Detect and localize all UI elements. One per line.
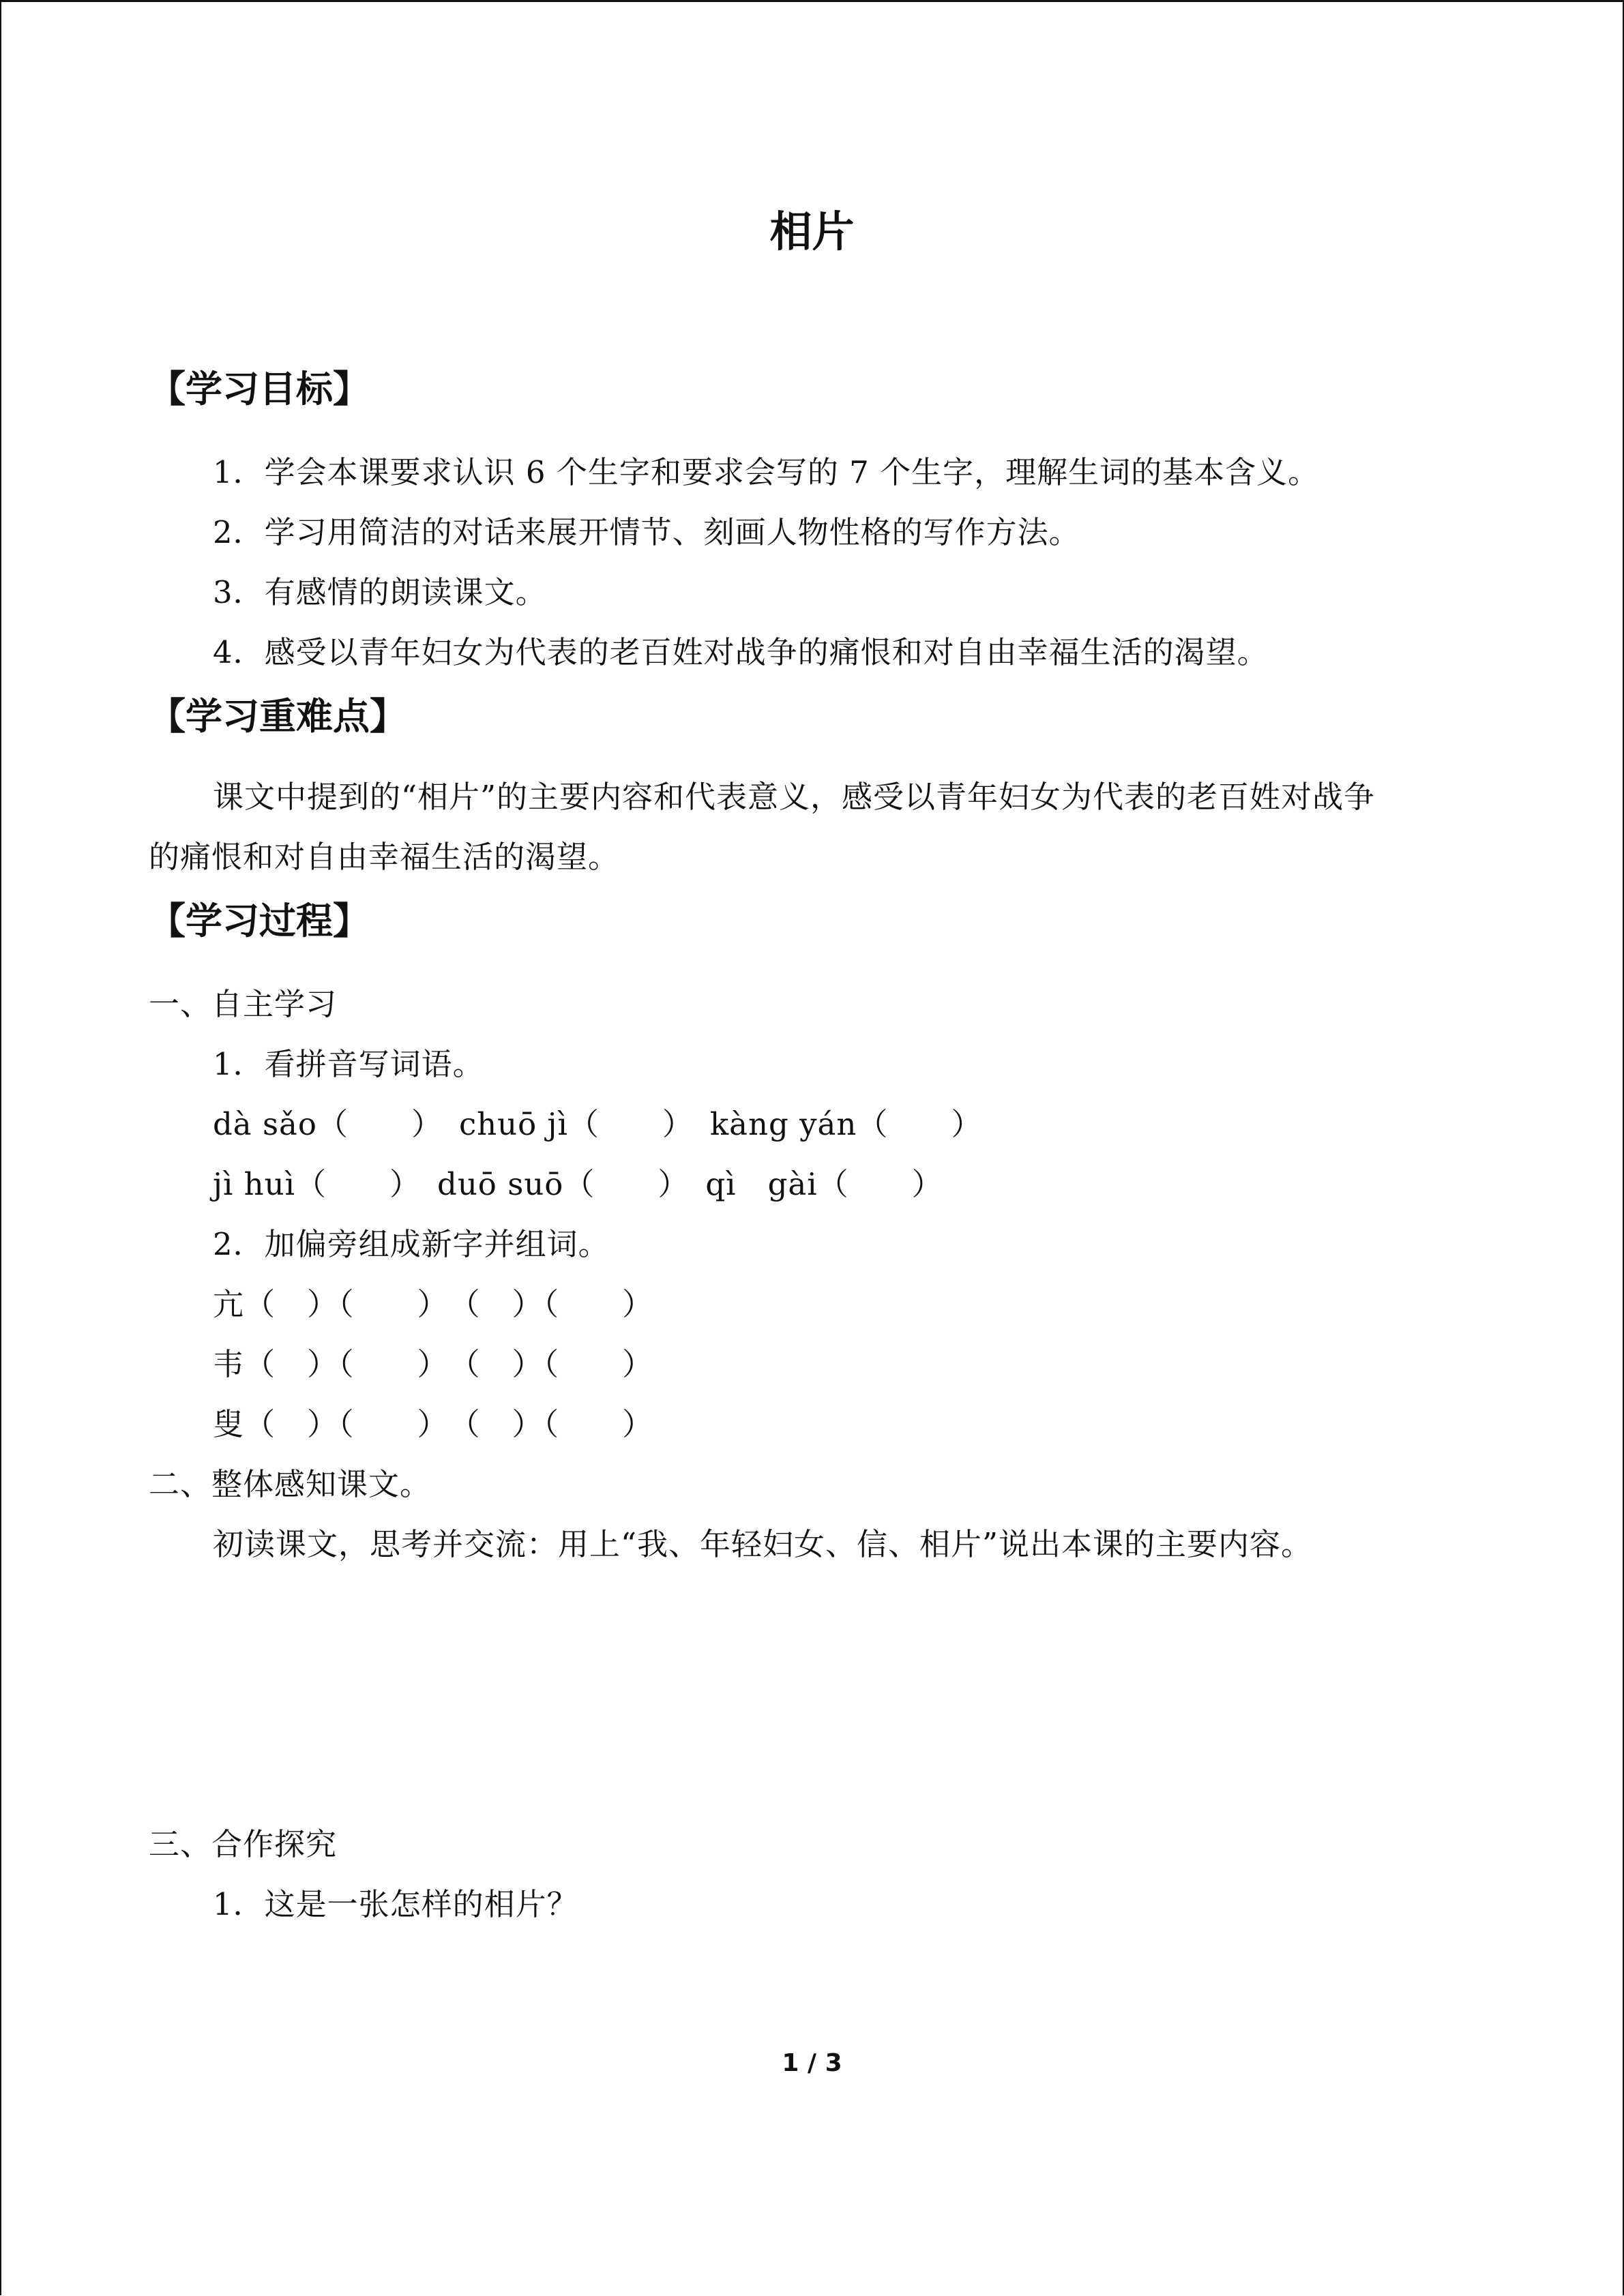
part1-task2: 2．加偏旁组成新字并组词。 [213, 1226, 610, 1262]
objective-item: 3．有感情的朗读课文。 [213, 574, 547, 610]
part1-task1: 1．看拼音写词语。 [213, 1046, 484, 1082]
part2-task: 初读课文，思考并交流：用上“我、年轻妇女、信、相片”说出本课的主要内容。 [213, 1526, 1313, 1562]
radical-row[interactable]: 叟（ ）（ ） （ ）（ ） [213, 1406, 654, 1442]
pinyin-blank[interactable]: kàng yán（ ） [709, 1106, 983, 1142]
pinyin-row-2 [213, 1159, 943, 1204]
part2-heading: 二、整体感知课文。 [149, 1466, 432, 1502]
pinyin-blank[interactable]: chuō jì（ ） [458, 1106, 694, 1142]
part3-task1: 1．这是一张怎样的相片？ [213, 1886, 578, 1922]
pinyin-row-1 [213, 1099, 982, 1144]
part1-heading: 一、自主学习 [149, 986, 338, 1022]
pinyin-blank[interactable]: qì gài（ ） [705, 1166, 943, 1202]
pinyin-blank[interactable]: duō suō（ ） [437, 1166, 690, 1202]
objective-item: 1．学会本课要求认识 6 个生字和要求会写的 7 个生字，理解生词的基本含义。 [213, 454, 1320, 490]
part3-heading: 三、合作探究 [149, 1826, 338, 1862]
page-title: 相片 [769, 207, 855, 256]
key-points-line: 课文中提到的“相片”的主要内容和代表意义，感受以青年妇女为代表的老百姓对战争 [213, 779, 1376, 815]
key-points-heading: 【学习重难点】 [149, 695, 407, 738]
process-heading: 【学习过程】 [149, 899, 370, 942]
objective-item: 4．感受以青年妇女为代表的老百姓对战争的痛恨和对自由幸福生活的渴望。 [213, 634, 1269, 670]
objective-item: 2．学习用简洁的对话来展开情节、刻画人物性格的写作方法。 [213, 514, 1080, 550]
radical-row[interactable]: 亢（ ）（ ） （ ）（ ） [213, 1286, 654, 1322]
pinyin-blank[interactable]: jì huì（ ） [213, 1166, 422, 1202]
key-points-line: 的痛恨和对自由幸福生活的渴望。 [149, 839, 620, 875]
page-number: 1 / 3 [782, 2049, 842, 2077]
radical-row[interactable]: 韦（ ）（ ） （ ）（ ） [213, 1346, 654, 1382]
objectives-heading: 【学习目标】 [149, 368, 370, 411]
pinyin-blank[interactable]: dà sǎo（ ） [213, 1106, 443, 1142]
